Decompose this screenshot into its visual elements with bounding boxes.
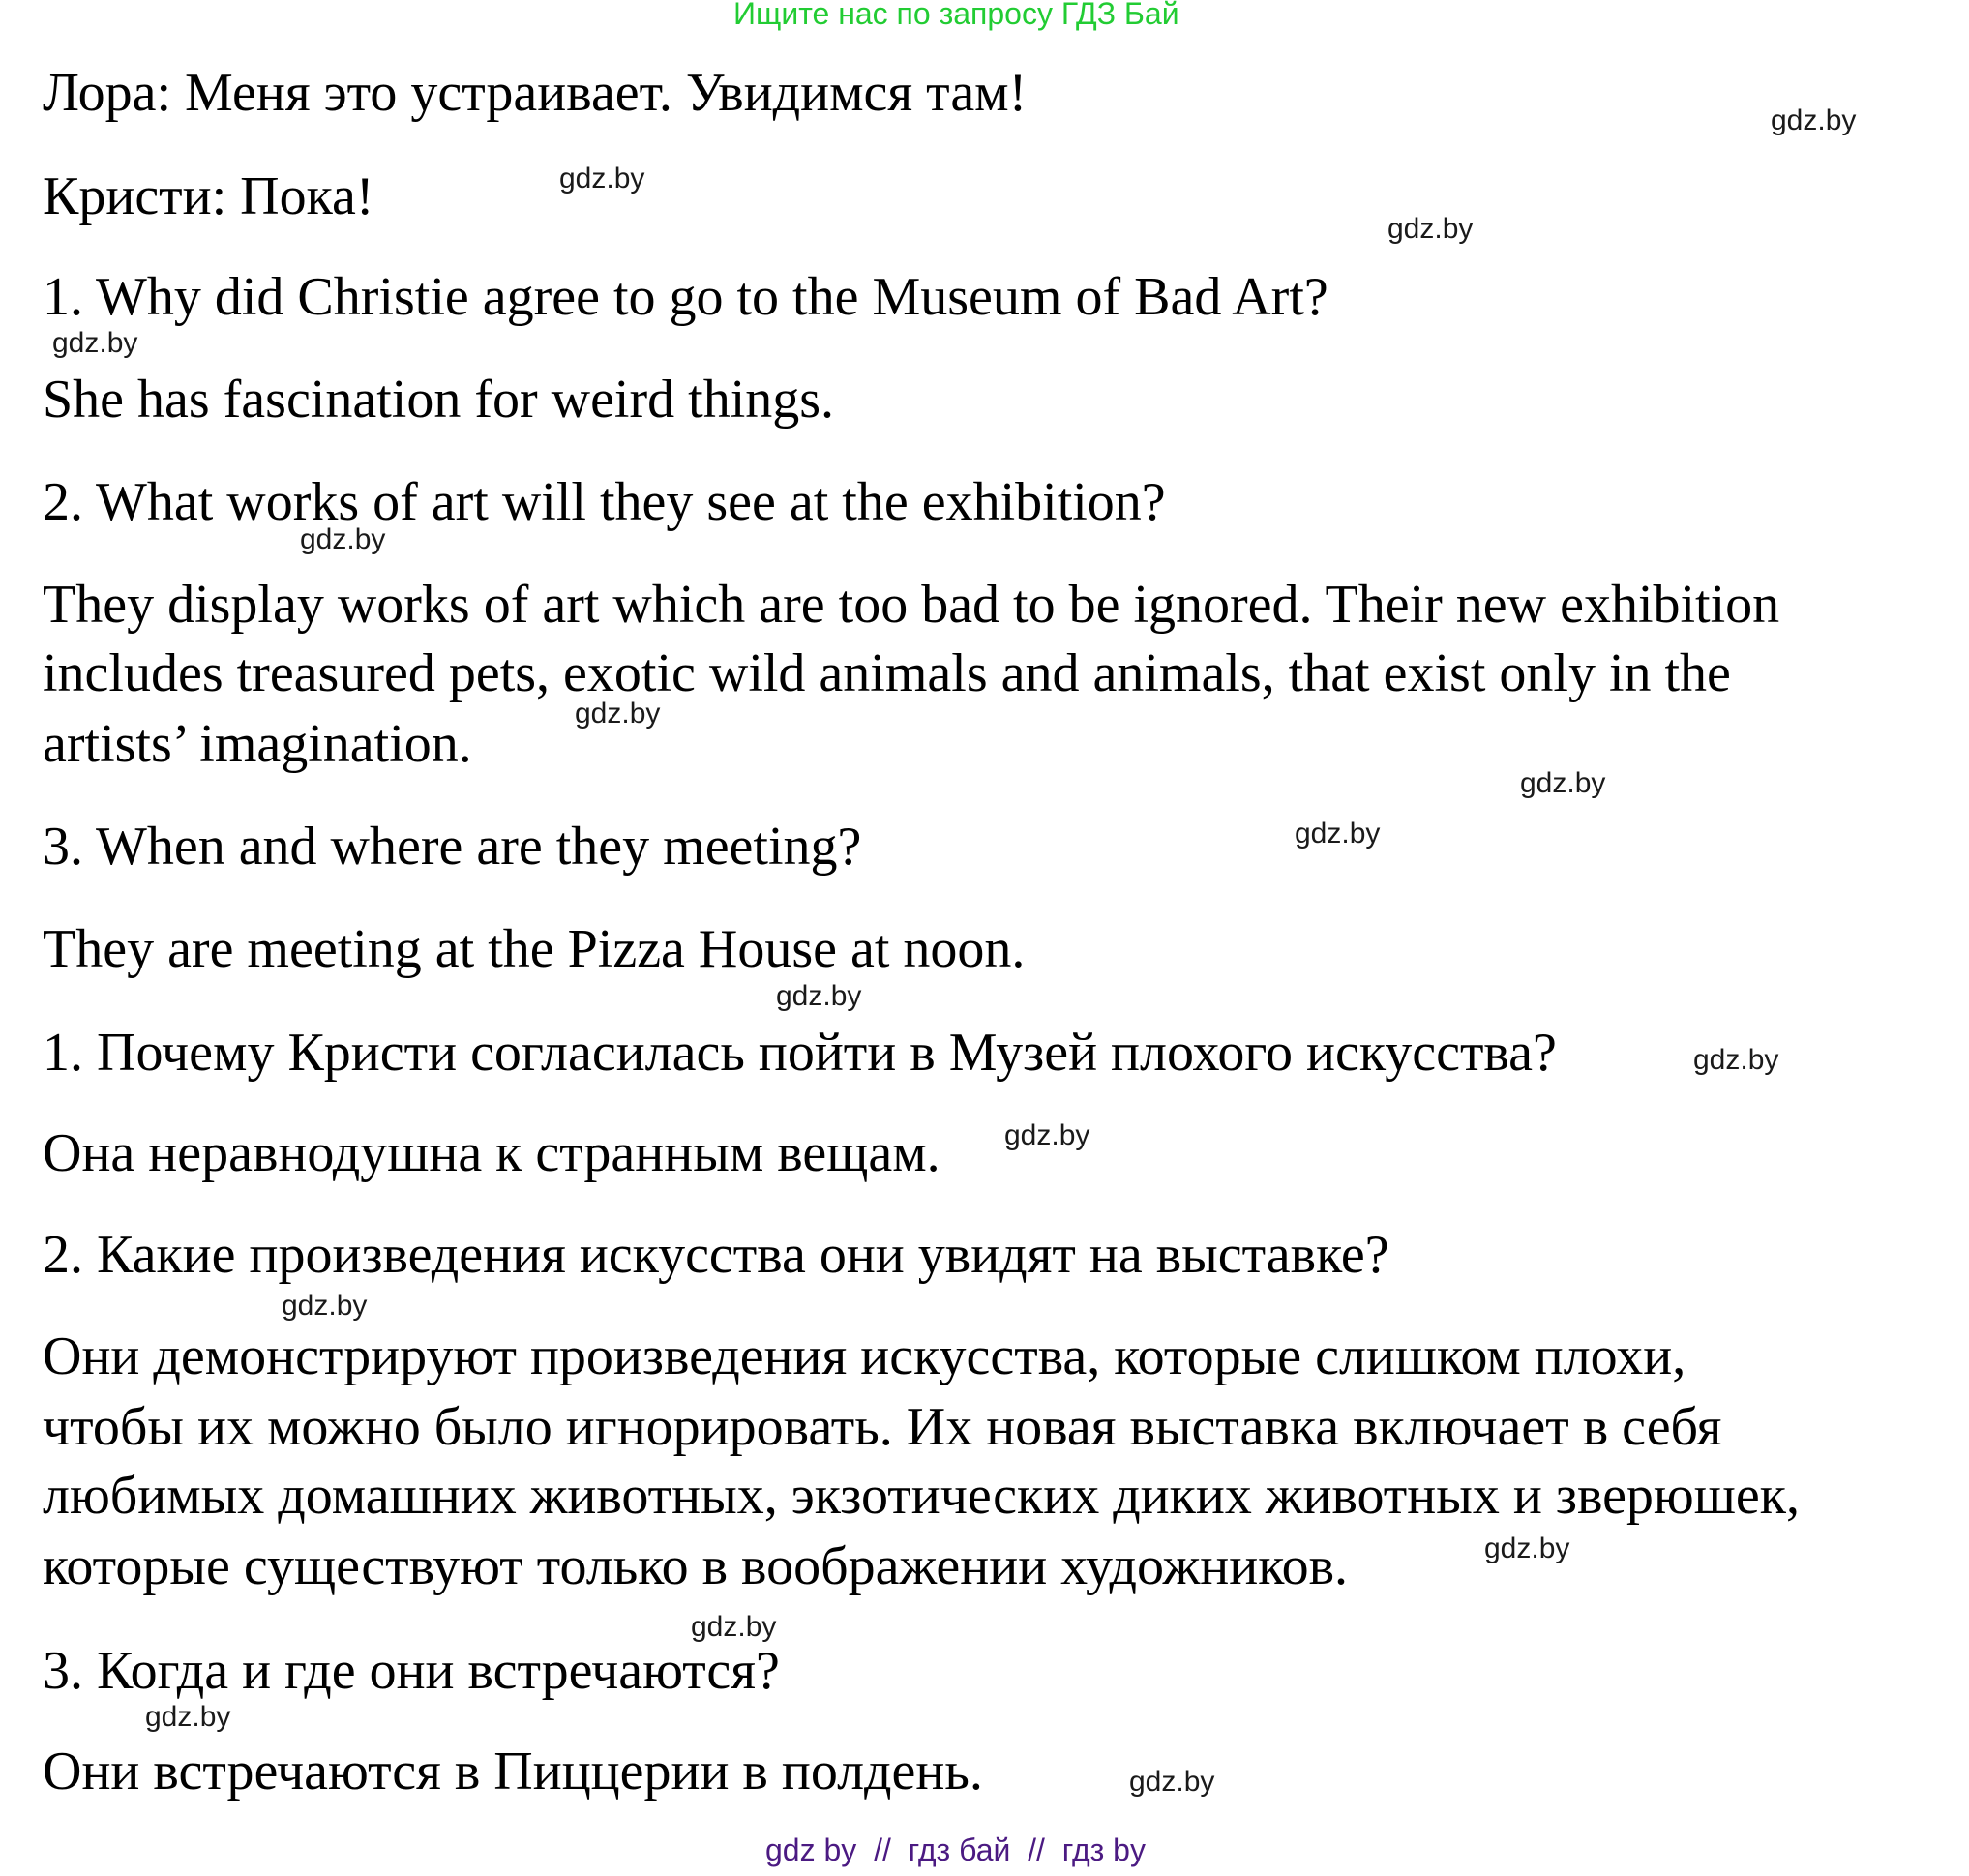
search-hint-text: Ищите нас по запросу ГДЗ Бай bbox=[733, 0, 1179, 31]
watermark: gdz.by bbox=[575, 698, 661, 730]
answer-line: includes treasured pets, exotic wild animals and animals, that exist only in the bbox=[43, 643, 1731, 703]
answer-line: She has fascination for weird things. bbox=[43, 370, 835, 430]
answer-line: Они встречаются в Пиццерии в полдень. bbox=[43, 1742, 983, 1802]
watermark: gdz.by bbox=[691, 1611, 777, 1643]
watermark: gdz.by bbox=[1693, 1044, 1779, 1076]
watermark: gdz.by bbox=[300, 523, 386, 555]
text-line: Лора: Меня это устраивает. Увидимся там! bbox=[43, 63, 1028, 123]
watermark: gdz.by bbox=[1295, 818, 1381, 849]
footer-site-links[interactable]: gdz by // гдз бай // гдз by bbox=[765, 1832, 1146, 1867]
watermark: gdz.by bbox=[776, 980, 862, 1012]
answer-line: любимых домашних животных, экзотических диких животных и зверюшек, bbox=[43, 1466, 1800, 1526]
answer-line: Она неравнодушна к странным вещам. bbox=[43, 1123, 940, 1183]
question-line: 3. Когда и где они встречаются? bbox=[43, 1641, 780, 1701]
answer-line: чтобы их можно было игнорировать. Их новая выставка включает в себя bbox=[43, 1397, 1722, 1457]
question-line: 3. When and where are they meeting? bbox=[43, 817, 862, 877]
answer-line: которые существуют только в воображении художников. bbox=[43, 1536, 1349, 1596]
watermark: gdz.by bbox=[282, 1290, 368, 1322]
question-line: 1. Почему Кристи согласилась пойти в Музей плохого искусства? bbox=[43, 1023, 1557, 1083]
text-line: Кристи: Пока! bbox=[43, 166, 374, 226]
watermark: gdz.by bbox=[1484, 1533, 1570, 1564]
watermark: gdz.by bbox=[145, 1701, 231, 1733]
question-line: 2. Какие произведения искусства они увидят на выставке? bbox=[43, 1225, 1389, 1285]
answer-line: They are meeting at the Pizza House at noon. bbox=[43, 919, 1026, 979]
watermark: gdz.by bbox=[1520, 767, 1606, 799]
answer-line: artists’ imagination. bbox=[43, 714, 472, 774]
question-line: 1. Why did Christie agree to go to the Museum of Bad Art? bbox=[43, 267, 1328, 327]
answer-line: Они демонстрируют произведения искусства, которые слишком плохи, bbox=[43, 1326, 1686, 1386]
watermark: gdz.by bbox=[559, 163, 645, 194]
watermark: gdz.by bbox=[1771, 104, 1857, 136]
watermark: gdz.by bbox=[1004, 1119, 1090, 1151]
answer-line: They display works of art which are too bad to be ignored. Their new exhibition bbox=[43, 575, 1780, 635]
watermark: gdz.by bbox=[1129, 1766, 1215, 1798]
watermark: gdz.by bbox=[52, 327, 138, 359]
question-line: 2. What works of art will they see at the exhibition? bbox=[43, 472, 1166, 532]
watermark: gdz.by bbox=[1387, 213, 1474, 245]
